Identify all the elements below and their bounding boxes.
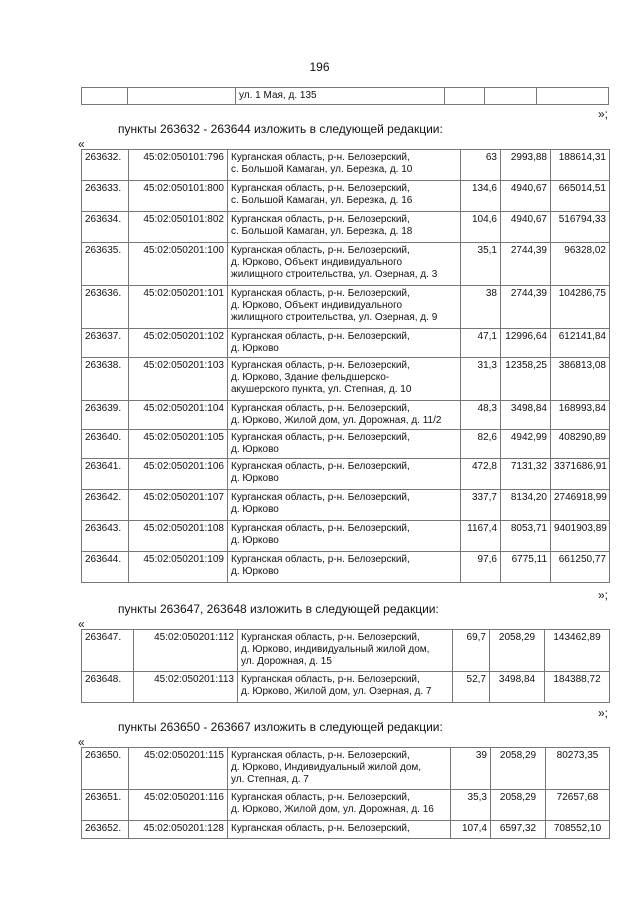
- address-line: Курганская область, р-н. Белозерский,: [231, 523, 410, 534]
- total-cell: 104286,75: [551, 286, 610, 329]
- table-section-2: [81, 629, 610, 703]
- address-line: д. Юрково, Жилой дом, ул. Озерная, д. 7: [241, 686, 432, 697]
- table-row: [82, 329, 610, 358]
- area-cell: 38: [461, 286, 501, 329]
- table-row: [82, 521, 610, 552]
- area-cell: 82,6: [461, 430, 501, 459]
- total-cell: 516794,33: [551, 212, 610, 243]
- address-cell: [228, 329, 461, 358]
- address-cell: [228, 286, 461, 329]
- total-cell: 143462,89: [545, 630, 610, 672]
- address-line: Курганская область, р-н. Белозерский,: [231, 403, 410, 414]
- address-line: д. Юрково, Здание фельдшерско-: [231, 372, 390, 383]
- num-cell: 263632.: [82, 150, 129, 181]
- num-cell: 263635.: [82, 243, 129, 286]
- address-line: Курганская область, р-н. Белозерский,: [231, 214, 410, 225]
- instruction-1: пункты 263632 - 263644 изложить в следующей редакции:: [118, 122, 443, 136]
- opening-quote: «: [78, 617, 85, 631]
- num-cell: 263651.: [82, 790, 129, 821]
- total-cell: 80273,35: [546, 748, 610, 790]
- address-line: Курганская область, р-н. Белозерский,: [231, 792, 410, 803]
- table-row: [82, 401, 610, 430]
- price-cell: 2058,29: [491, 748, 546, 790]
- table-row: [82, 430, 610, 459]
- total-cell: 665014,51: [551, 181, 610, 212]
- address-line: жилищного строительства, ул. Озерная, д. 3: [231, 269, 438, 280]
- address-cell: [228, 401, 461, 430]
- address-cell: [228, 490, 461, 521]
- price-cell: 8053,71: [501, 521, 551, 552]
- num-cell: 263642.: [82, 490, 129, 521]
- table-row: [82, 490, 610, 521]
- table-section-3: [81, 747, 610, 839]
- table-row: [82, 630, 610, 672]
- price-cell: 6775,11: [501, 552, 551, 583]
- address-line: Курганская область, р-н. Белозерский,: [241, 674, 420, 685]
- total-cell: 3371686,91: [551, 459, 610, 490]
- address-line: с. Большой Камаган, ул. Березка, д. 16: [231, 195, 413, 206]
- closing-quote: »;: [597, 588, 608, 602]
- table-row: [82, 459, 610, 490]
- cadastral-code-cell: 45:02:050201:128: [129, 821, 228, 839]
- table-section-1: [81, 149, 610, 583]
- price-cell: 6597,32: [491, 821, 546, 839]
- price-cell: 8134,20: [501, 490, 551, 521]
- cadastral-code-cell: 45:02:050201:115: [129, 748, 228, 790]
- num-cell: 263633.: [82, 181, 129, 212]
- table-row: [82, 243, 610, 286]
- price-cell: 2058,29: [490, 630, 545, 672]
- opening-quote: «: [78, 137, 85, 151]
- address-line: акушерского пункта, ул. Степная, д. 10: [231, 384, 412, 395]
- address-line: д. Юрково: [231, 535, 279, 546]
- table-row: [82, 88, 609, 105]
- cadastral-code-cell: 45:02:050201:102: [129, 329, 228, 358]
- table-row: [82, 358, 610, 401]
- address-line: д. Юрково: [231, 343, 279, 354]
- area-cell: 63: [461, 150, 501, 181]
- total-cell: 612141,84: [551, 329, 610, 358]
- total-cell: 188614,31: [551, 150, 610, 181]
- address-cell: [238, 630, 453, 672]
- address-line: д. Юрково: [231, 473, 279, 484]
- address-cell: [228, 212, 461, 243]
- cadastral-code-cell: 45:02:050201:109: [129, 552, 228, 583]
- cadastral-code-cell: 45:02:050201:104: [129, 401, 228, 430]
- address-line: д. Юрково, Объект индивидуального: [231, 257, 403, 268]
- total-cell: 2746918,99: [551, 490, 610, 521]
- address-cell: [228, 821, 451, 839]
- area-cell: 39: [451, 748, 491, 790]
- area-cell: 47,1: [461, 329, 501, 358]
- address-line: д. Юрково, Жилой дом, ул. Дорожная, д. 16: [231, 804, 434, 815]
- price-cell: 12996,64: [501, 329, 551, 358]
- cadastral-code-cell: 45:02:050101:800: [129, 181, 228, 212]
- num-cell: 263648.: [82, 672, 134, 703]
- total-cell: 408290,89: [551, 430, 610, 459]
- address-cell: ул. 1 Мая, д. 135: [236, 88, 445, 105]
- address-line: д. Юрково, Объект индивидуального: [231, 300, 403, 311]
- table-row: [82, 181, 610, 212]
- num-cell: 263647.: [82, 630, 134, 672]
- table-row: [82, 790, 610, 821]
- num-cell: 263640.: [82, 430, 129, 459]
- address-cell: [228, 150, 461, 181]
- instruction-3: пункты 263650 - 263667 изложить в следующей редакции:: [118, 720, 443, 734]
- address-cell: [228, 358, 461, 401]
- address-line: жилищного строительства, ул. Озерная, д. 9: [231, 312, 438, 323]
- cadastral-code-cell: 45:02:050201:106: [129, 459, 228, 490]
- address-line: Курганская область, р-н. Белозерский,: [231, 461, 410, 472]
- address-line: Курганская область, р-н. Белозерский,: [241, 632, 420, 643]
- cadastral-code-cell: 45:02:050201:105: [129, 430, 228, 459]
- table-row: [82, 552, 610, 583]
- address-line: д. Юрково: [231, 504, 279, 515]
- num-cell: 263639.: [82, 401, 129, 430]
- num-cell: 263644.: [82, 552, 129, 583]
- cadastral-code-cell: 45:02:050201:112: [134, 630, 238, 672]
- table-row: [82, 150, 610, 181]
- area-cell: [445, 88, 485, 105]
- table-row: [82, 821, 610, 839]
- address-line: Курганская область, р-н. Белозерский,: [231, 152, 410, 163]
- price-cell: 4940,67: [501, 212, 551, 243]
- address-line: ул. Дорожная, д. 15: [241, 656, 332, 667]
- num-cell: 263636.: [82, 286, 129, 329]
- total-cell: [537, 88, 609, 105]
- address-line: Курганская область, р-н. Белозерский,: [231, 183, 410, 194]
- price-cell: 7131,32: [501, 459, 551, 490]
- area-cell: 48,3: [461, 401, 501, 430]
- num-cell: 263652.: [82, 821, 129, 839]
- area-cell: 104,6: [461, 212, 501, 243]
- address-cell: [228, 552, 461, 583]
- address-cell: [228, 748, 451, 790]
- area-cell: 31,3: [461, 358, 501, 401]
- area-cell: 1167,4: [461, 521, 501, 552]
- address-cell: [228, 790, 451, 821]
- table-row: [82, 748, 610, 790]
- area-cell: 52,7: [453, 672, 490, 703]
- address-line: с. Большой Камаган, ул. Березка, д. 10: [231, 164, 413, 175]
- num-cell: 263634.: [82, 212, 129, 243]
- total-cell: 168993,84: [551, 401, 610, 430]
- opening-quote: «: [78, 735, 85, 749]
- price-cell: 2744,39: [501, 286, 551, 329]
- table-row: [82, 212, 610, 243]
- address-line: Курганская область, р-н. Белозерский,: [231, 750, 410, 761]
- page-number: 196: [309, 60, 330, 74]
- cadastral-code-cell: 45:02:050201:113: [134, 672, 238, 703]
- address-line: Курганская область, р-н. Белозерский,: [231, 360, 410, 371]
- total-cell: 708552,10: [546, 821, 610, 839]
- address-cell: [228, 459, 461, 490]
- instruction-2: пункты 263647, 263648 изложить в следующей редакции:: [118, 602, 439, 616]
- total-cell: 386813,08: [551, 358, 610, 401]
- address-line: ул. Степная, д. 7: [231, 774, 309, 785]
- address-line: Курганская область, р-н. Белозерский,: [231, 554, 410, 565]
- address-line: д. Юрково, Индивидуальный жилой дом,: [231, 762, 422, 773]
- address-line: Курганская область, р-н. Белозерский,: [231, 331, 410, 342]
- area-cell: 472,8: [461, 459, 501, 490]
- total-cell: 96328,02: [551, 243, 610, 286]
- table-row: [82, 286, 610, 329]
- total-cell: 661250,77: [551, 552, 610, 583]
- cadastral-code-cell: 45:02:050201:108: [129, 521, 228, 552]
- cadastral-code-cell: 45:02:050201:103: [129, 358, 228, 401]
- area-cell: 35,1: [461, 243, 501, 286]
- address-line: Курганская область, р-н. Белозерский,: [231, 823, 410, 834]
- price-cell: 4940,67: [501, 181, 551, 212]
- address-line: д. Юрково, Жилой дом, ул. Дорожная, д. 11/2: [231, 415, 442, 426]
- address-cell: [238, 672, 453, 703]
- num-cell: 263650.: [82, 748, 129, 790]
- address-cell: [228, 181, 461, 212]
- address-line: д. Юрково, индивидуальный жилой дом,: [241, 644, 430, 655]
- address-line: Курганская область, р-н. Белозерский,: [231, 492, 410, 503]
- area-cell: 69,7: [453, 630, 490, 672]
- area-cell: 35,3: [451, 790, 491, 821]
- cadastral-code-cell: 45:02:050201:100: [129, 243, 228, 286]
- area-cell: 134,6: [461, 181, 501, 212]
- address-cell: [228, 521, 461, 552]
- num-cell: 263638.: [82, 358, 129, 401]
- cadastral-code-cell: 45:02:050201:107: [129, 490, 228, 521]
- address-line: Курганская область, р-н. Белозерский,: [231, 288, 410, 299]
- top-table: [81, 87, 609, 105]
- area-cell: 97,6: [461, 552, 501, 583]
- closing-quote: »;: [597, 107, 608, 121]
- address-line: д. Юрково: [231, 566, 279, 577]
- price-cell: 12358,25: [501, 358, 551, 401]
- closing-quote: »;: [597, 706, 608, 720]
- cadastral-code-cell: 45:02:050201:101: [129, 286, 228, 329]
- total-cell: 72657,68: [546, 790, 610, 821]
- num-cell: 263641.: [82, 459, 129, 490]
- total-cell: 9401903,89: [551, 521, 610, 552]
- total-cell: 184388,72: [545, 672, 610, 703]
- num-cell: 263637.: [82, 329, 129, 358]
- num-cell: [82, 88, 128, 105]
- area-cell: 107,4: [451, 821, 491, 839]
- address-line: Курганская область, р-н. Белозерский,: [231, 245, 410, 256]
- price-cell: 3498,84: [501, 401, 551, 430]
- address-line: Курганская область, р-н. Белозерский,: [231, 432, 410, 443]
- price-cell: 2058,29: [491, 790, 546, 821]
- area-cell: 337,7: [461, 490, 501, 521]
- table-row: [82, 672, 610, 703]
- address-cell: [228, 243, 461, 286]
- price-cell: 3498,84: [490, 672, 545, 703]
- price-cell: 4942,99: [501, 430, 551, 459]
- code-cell: [128, 88, 236, 105]
- cadastral-code-cell: 45:02:050101:802: [129, 212, 228, 243]
- num-cell: 263643.: [82, 521, 129, 552]
- address-cell: [228, 430, 461, 459]
- price-cell: 2744,39: [501, 243, 551, 286]
- price-cell: 2993,88: [501, 150, 551, 181]
- price-cell: [485, 88, 537, 105]
- cadastral-code-cell: 45:02:050201:116: [129, 790, 228, 821]
- address-line: с. Большой Камаган, ул. Березка, д. 18: [231, 226, 413, 237]
- cadastral-code-cell: 45:02:050101:796: [129, 150, 228, 181]
- address-line: д. Юрково: [231, 444, 279, 455]
